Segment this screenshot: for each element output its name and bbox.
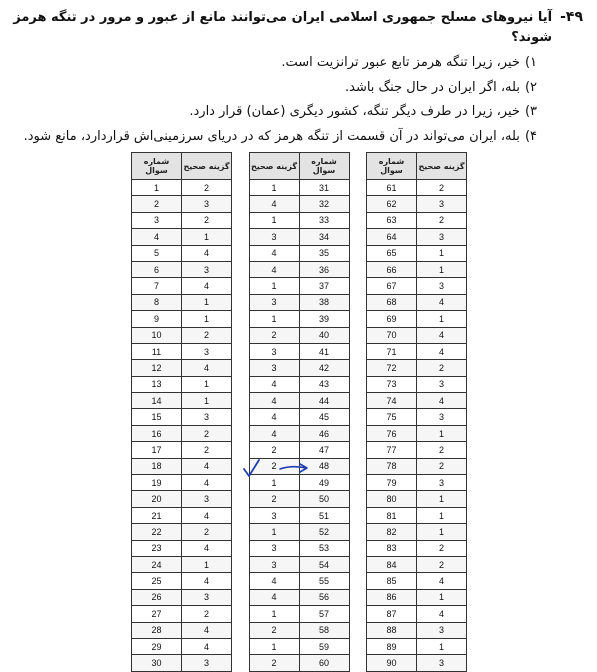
table-row bbox=[367, 245, 467, 261]
question-number-cell: 73 bbox=[367, 376, 417, 392]
table-row bbox=[249, 360, 349, 376]
option-1 bbox=[13, 51, 537, 76]
table-row bbox=[249, 196, 349, 212]
correct-option-cell: 3 bbox=[182, 196, 232, 212]
question-number-cell: 11 bbox=[132, 343, 182, 359]
handwritten-annotation bbox=[240, 455, 320, 485]
correct-option-cell: 1 bbox=[417, 261, 467, 277]
question-number: ۴۹- bbox=[560, 9, 583, 25]
correct-option-cell: 1 bbox=[249, 475, 299, 491]
table-row bbox=[132, 556, 232, 572]
correct-option-cell: 2 bbox=[182, 524, 232, 540]
correct-option-cell: 4 bbox=[249, 409, 299, 425]
correct-option-cell: 1 bbox=[249, 278, 299, 294]
question-number-cell: 90 bbox=[367, 655, 417, 671]
question-number-cell: 71 bbox=[367, 343, 417, 359]
question-number-cell: 41 bbox=[299, 343, 349, 359]
answer-key-table-3 bbox=[366, 152, 467, 672]
table-row bbox=[249, 376, 349, 392]
correct-option-cell: 2 bbox=[182, 180, 232, 196]
correct-option-cell: 2 bbox=[182, 442, 232, 458]
correct-option-cell: 4 bbox=[249, 425, 299, 441]
option-number: ۳) bbox=[524, 104, 537, 119]
correct-option-cell: 3 bbox=[417, 278, 467, 294]
question-number-cell: 49 bbox=[299, 475, 349, 491]
question-number-cell: 75 bbox=[367, 409, 417, 425]
option-text: بله، ایران می‌تواند در آن قسمت از تنگه هرمز که در دریای سرزمینی‌اش قراردارد، مانع شود. bbox=[23, 128, 520, 144]
correct-option-cell: 4 bbox=[182, 475, 232, 491]
correct-option-cell: 4 bbox=[417, 294, 467, 310]
question-number-cell: 83 bbox=[367, 540, 417, 556]
correct-option-cell: 4 bbox=[249, 376, 299, 392]
question-number-cell: 32 bbox=[299, 196, 349, 212]
table-row bbox=[367, 475, 467, 491]
correct-option-cell: 2 bbox=[249, 458, 299, 474]
table-row bbox=[367, 393, 467, 409]
correct-option-cell: 4 bbox=[417, 343, 467, 359]
question-number-cell: 38 bbox=[299, 294, 349, 310]
correct-option-cell: 4 bbox=[182, 278, 232, 294]
table-row bbox=[132, 507, 232, 523]
question-number-cell: 63 bbox=[367, 212, 417, 228]
table-row bbox=[367, 606, 467, 622]
correct-option-cell: 2 bbox=[249, 442, 299, 458]
question-number-cell: 46 bbox=[299, 425, 349, 441]
question-number-cell: 21 bbox=[132, 507, 182, 523]
question-number-cell: 40 bbox=[299, 327, 349, 343]
question-number-cell: 68 bbox=[367, 294, 417, 310]
question-number-cell: 17 bbox=[132, 442, 182, 458]
correct-option-cell: 4 bbox=[249, 261, 299, 277]
question-number-cell: 48 bbox=[299, 458, 349, 474]
table-row bbox=[367, 540, 467, 556]
header-question-number: شماره سوال bbox=[299, 153, 349, 180]
table-row bbox=[132, 376, 232, 392]
option-text: خیر، زیرا در طرف دیگر تنگه، کشور دیگری (عمان) قرار دارد. bbox=[189, 104, 520, 119]
correct-option-cell: 3 bbox=[249, 360, 299, 376]
question-number-cell: 78 bbox=[367, 458, 417, 474]
answer-key bbox=[131, 152, 467, 669]
correct-option-cell: 1 bbox=[417, 491, 467, 507]
correct-option-cell: 2 bbox=[182, 327, 232, 343]
table-row bbox=[367, 278, 467, 294]
table-row bbox=[132, 655, 232, 671]
table-row bbox=[132, 540, 232, 556]
table-row bbox=[367, 507, 467, 523]
correct-option-cell: 1 bbox=[249, 638, 299, 654]
table-row bbox=[367, 261, 467, 277]
correct-option-cell: 4 bbox=[182, 638, 232, 654]
table-row bbox=[132, 573, 232, 589]
correct-option-cell: 1 bbox=[417, 638, 467, 654]
correct-option-cell: 4 bbox=[182, 540, 232, 556]
table-row bbox=[132, 245, 232, 261]
table-row bbox=[249, 229, 349, 245]
table-row bbox=[249, 491, 349, 507]
correct-option-cell: 1 bbox=[249, 212, 299, 228]
question-number-cell: 22 bbox=[132, 524, 182, 540]
question-number-cell: 26 bbox=[132, 589, 182, 605]
correct-option-cell: 3 bbox=[249, 540, 299, 556]
table-row bbox=[367, 409, 467, 425]
correct-option-cell: 1 bbox=[182, 556, 232, 572]
correct-option-cell: 3 bbox=[249, 229, 299, 245]
table-row bbox=[367, 311, 467, 327]
table-row bbox=[132, 589, 232, 605]
option-4 bbox=[13, 125, 537, 150]
correct-option-cell: 3 bbox=[417, 655, 467, 671]
table-row bbox=[249, 393, 349, 409]
correct-option-cell: 3 bbox=[417, 622, 467, 638]
correct-option-cell: 4 bbox=[249, 245, 299, 261]
question-number-cell: 89 bbox=[367, 638, 417, 654]
table-row bbox=[249, 622, 349, 638]
table-row bbox=[249, 573, 349, 589]
table-row bbox=[249, 507, 349, 523]
question-number-cell: 42 bbox=[299, 360, 349, 376]
table-row bbox=[132, 442, 232, 458]
question-number-cell: 24 bbox=[132, 556, 182, 572]
question-number-cell: 28 bbox=[132, 622, 182, 638]
table-row bbox=[367, 343, 467, 359]
table-row bbox=[249, 245, 349, 261]
correct-option-cell: 1 bbox=[182, 311, 232, 327]
correct-option-cell: 3 bbox=[182, 343, 232, 359]
correct-option-cell: 3 bbox=[249, 556, 299, 572]
table-row bbox=[367, 229, 467, 245]
correct-option-cell: 4 bbox=[249, 589, 299, 605]
question-number-cell: 88 bbox=[367, 622, 417, 638]
question-number-cell: 51 bbox=[299, 507, 349, 523]
question-number-cell: 74 bbox=[367, 393, 417, 409]
table-row bbox=[367, 573, 467, 589]
correct-option-cell: 4 bbox=[182, 573, 232, 589]
question-number-cell: 14 bbox=[132, 393, 182, 409]
correct-option-cell: 1 bbox=[182, 376, 232, 392]
question-number-cell: 59 bbox=[299, 638, 349, 654]
question-number-cell: 43 bbox=[299, 376, 349, 392]
table-row bbox=[132, 622, 232, 638]
table-row bbox=[132, 360, 232, 376]
table-row bbox=[367, 622, 467, 638]
answer-key-table-1 bbox=[131, 152, 232, 672]
correct-option-cell: 2 bbox=[249, 655, 299, 671]
question-number-cell: 18 bbox=[132, 458, 182, 474]
question-number-cell: 82 bbox=[367, 524, 417, 540]
table-row bbox=[132, 311, 232, 327]
question-number-cell: 25 bbox=[132, 573, 182, 589]
table-row bbox=[249, 524, 349, 540]
correct-option-cell: 2 bbox=[417, 458, 467, 474]
table-row bbox=[249, 540, 349, 556]
question-number-cell: 31 bbox=[299, 180, 349, 196]
question-49 bbox=[13, 8, 583, 149]
correct-option-cell: 4 bbox=[417, 606, 467, 622]
correct-option-cell: 1 bbox=[249, 180, 299, 196]
question-number-cell: 80 bbox=[367, 491, 417, 507]
question-number-cell: 50 bbox=[299, 491, 349, 507]
question-number-cell: 87 bbox=[367, 606, 417, 622]
question-number-cell: 35 bbox=[299, 245, 349, 261]
question-number-cell: 3 bbox=[132, 212, 182, 228]
correct-option-cell: 3 bbox=[417, 376, 467, 392]
question-number-cell: 8 bbox=[132, 294, 182, 310]
table-row bbox=[367, 655, 467, 671]
question-number-cell: 81 bbox=[367, 507, 417, 523]
question-number-cell: 6 bbox=[132, 261, 182, 277]
table-row bbox=[249, 638, 349, 654]
option-number: ۴) bbox=[524, 128, 537, 144]
table-row bbox=[132, 425, 232, 441]
option-number: ۲) bbox=[524, 79, 537, 95]
correct-option-cell: 1 bbox=[417, 245, 467, 261]
question-number-cell: 39 bbox=[299, 311, 349, 327]
table-row bbox=[367, 327, 467, 343]
correct-option-cell: 3 bbox=[182, 655, 232, 671]
question-number-cell: 56 bbox=[299, 589, 349, 605]
question-number-cell: 76 bbox=[367, 425, 417, 441]
checkmark-icon bbox=[244, 460, 259, 476]
table-row bbox=[132, 393, 232, 409]
correct-option-cell: 1 bbox=[182, 229, 232, 245]
question-number-cell: 57 bbox=[299, 606, 349, 622]
question-number-cell: 1 bbox=[132, 180, 182, 196]
question-number-cell: 79 bbox=[367, 475, 417, 491]
table-row bbox=[132, 409, 232, 425]
correct-option-cell: 4 bbox=[182, 360, 232, 376]
question-number-cell: 16 bbox=[132, 425, 182, 441]
correct-option-cell: 1 bbox=[417, 425, 467, 441]
question-number-cell: 53 bbox=[299, 540, 349, 556]
table-row bbox=[132, 491, 232, 507]
question-number-cell: 15 bbox=[132, 409, 182, 425]
table-row bbox=[249, 327, 349, 343]
question-number-cell: 86 bbox=[367, 589, 417, 605]
correct-option-cell: 1 bbox=[249, 311, 299, 327]
correct-option-cell: 2 bbox=[249, 491, 299, 507]
correct-option-cell: 3 bbox=[249, 294, 299, 310]
question-number-cell: 36 bbox=[299, 261, 349, 277]
table-row bbox=[367, 425, 467, 441]
question-number-cell: 20 bbox=[132, 491, 182, 507]
question-number-cell: 84 bbox=[367, 556, 417, 572]
table-row bbox=[249, 425, 349, 441]
table-row bbox=[249, 278, 349, 294]
table-row bbox=[132, 261, 232, 277]
question-number-cell: 60 bbox=[299, 655, 349, 671]
header-correct-option: گزینه صحیح bbox=[417, 153, 467, 180]
correct-option-cell: 2 bbox=[417, 556, 467, 572]
correct-option-cell: 2 bbox=[417, 212, 467, 228]
question-number-cell: 5 bbox=[132, 245, 182, 261]
option-2 bbox=[13, 76, 537, 101]
correct-option-cell: 3 bbox=[249, 343, 299, 359]
question-number-cell: 45 bbox=[299, 409, 349, 425]
table-row bbox=[132, 196, 232, 212]
table-row bbox=[249, 180, 349, 196]
table-row bbox=[367, 638, 467, 654]
correct-option-cell: 4 bbox=[417, 393, 467, 409]
table-row bbox=[367, 376, 467, 392]
table-row bbox=[132, 638, 232, 654]
correct-option-cell: 3 bbox=[417, 409, 467, 425]
question-number-cell: 47 bbox=[299, 442, 349, 458]
correct-option-cell: 4 bbox=[182, 245, 232, 261]
table-row bbox=[367, 360, 467, 376]
header-question-number: شماره سوال bbox=[367, 153, 417, 180]
option-text: بله، اگر ایران در حال جنگ باشد. bbox=[344, 79, 520, 95]
question-number-cell: 4 bbox=[132, 229, 182, 245]
correct-option-cell: 1 bbox=[182, 393, 232, 409]
question-number-cell: 67 bbox=[367, 278, 417, 294]
option-text: خیر، زیرا تنگه هرمز تابع عبور ترانزیت است. bbox=[281, 55, 520, 70]
correct-option-cell: 1 bbox=[249, 524, 299, 540]
question-number-cell: 7 bbox=[132, 278, 182, 294]
question-number-cell: 72 bbox=[367, 360, 417, 376]
correct-option-cell: 4 bbox=[249, 393, 299, 409]
arrow-right-icon bbox=[280, 464, 307, 472]
options-list bbox=[13, 51, 583, 149]
header-correct-option: گزینه صحیح bbox=[182, 153, 232, 180]
table-row bbox=[249, 409, 349, 425]
question-number-cell: 10 bbox=[132, 327, 182, 343]
question-number-cell: 2 bbox=[132, 196, 182, 212]
question-number-cell: 62 bbox=[367, 196, 417, 212]
correct-option-cell: 3 bbox=[249, 507, 299, 523]
correct-option-cell: 1 bbox=[417, 589, 467, 605]
correct-option-cell: 2 bbox=[182, 212, 232, 228]
correct-option-cell: 3 bbox=[182, 589, 232, 605]
correct-option-cell: 2 bbox=[417, 360, 467, 376]
question-number-cell: 55 bbox=[299, 573, 349, 589]
correct-option-cell: 4 bbox=[182, 458, 232, 474]
table-row bbox=[132, 458, 232, 474]
question-number-cell: 12 bbox=[132, 360, 182, 376]
table-row bbox=[132, 180, 232, 196]
correct-option-cell: 2 bbox=[182, 425, 232, 441]
question-number-cell: 33 bbox=[299, 212, 349, 228]
table-row bbox=[249, 212, 349, 228]
question-title: آیا نیروهای مسلح جمهوری اسلامی ایران می‌توانند مانع از عبور و مرور در تنگه هرمز شوند؟ bbox=[13, 10, 553, 45]
question-number-cell: 37 bbox=[299, 278, 349, 294]
question-header bbox=[13, 8, 583, 48]
table-row bbox=[249, 589, 349, 605]
table-row bbox=[132, 606, 232, 622]
correct-option-cell: 1 bbox=[249, 606, 299, 622]
correct-option-cell: 4 bbox=[417, 327, 467, 343]
table-row bbox=[249, 556, 349, 572]
correct-option-cell: 3 bbox=[417, 475, 467, 491]
table-row bbox=[249, 261, 349, 277]
table-row bbox=[249, 311, 349, 327]
option-3 bbox=[13, 100, 537, 125]
correct-option-cell: 3 bbox=[417, 196, 467, 212]
correct-option-cell: 3 bbox=[182, 261, 232, 277]
table-row bbox=[249, 655, 349, 671]
correct-option-cell: 2 bbox=[417, 442, 467, 458]
question-number-cell: 44 bbox=[299, 393, 349, 409]
question-number-cell: 27 bbox=[132, 606, 182, 622]
table-row bbox=[132, 294, 232, 310]
question-number-cell: 66 bbox=[367, 261, 417, 277]
table-row bbox=[367, 556, 467, 572]
question-number-cell: 70 bbox=[367, 327, 417, 343]
table-row bbox=[367, 524, 467, 540]
correct-option-cell: 2 bbox=[182, 606, 232, 622]
table-row bbox=[132, 212, 232, 228]
question-number-cell: 29 bbox=[132, 638, 182, 654]
table-row bbox=[367, 442, 467, 458]
question-number-cell: 13 bbox=[132, 376, 182, 392]
header-correct-option: گزینه صحیح bbox=[249, 153, 299, 180]
correct-option-cell: 1 bbox=[417, 507, 467, 523]
correct-option-cell: 4 bbox=[182, 622, 232, 638]
table-row bbox=[132, 343, 232, 359]
question-number-cell: 58 bbox=[299, 622, 349, 638]
question-number-cell: 34 bbox=[299, 229, 349, 245]
correct-option-cell: 4 bbox=[417, 573, 467, 589]
answer-key-table-2 bbox=[249, 152, 350, 672]
table-row bbox=[249, 606, 349, 622]
correct-option-cell: 3 bbox=[417, 229, 467, 245]
question-number-cell: 77 bbox=[367, 442, 417, 458]
correct-option-cell: 4 bbox=[182, 507, 232, 523]
table-row bbox=[132, 278, 232, 294]
header-question-number: شماره سوال bbox=[132, 153, 182, 180]
table-row bbox=[249, 294, 349, 310]
table-row bbox=[132, 475, 232, 491]
correct-option-cell: 4 bbox=[249, 196, 299, 212]
question-number-cell: 9 bbox=[132, 311, 182, 327]
question-number-cell: 85 bbox=[367, 573, 417, 589]
question-number-cell: 64 bbox=[367, 229, 417, 245]
question-number-cell: 54 bbox=[299, 556, 349, 572]
table-row bbox=[132, 524, 232, 540]
table-row bbox=[132, 327, 232, 343]
table-row bbox=[132, 229, 232, 245]
correct-option-cell: 3 bbox=[182, 491, 232, 507]
table-row bbox=[367, 458, 467, 474]
correct-option-cell: 1 bbox=[182, 294, 232, 310]
question-number-cell: 69 bbox=[367, 311, 417, 327]
correct-option-cell: 1 bbox=[417, 311, 467, 327]
correct-option-cell: 2 bbox=[417, 180, 467, 196]
question-number-cell: 65 bbox=[367, 245, 417, 261]
question-number-cell: 30 bbox=[132, 655, 182, 671]
table-row bbox=[367, 180, 467, 196]
correct-option-cell: 3 bbox=[182, 409, 232, 425]
correct-option-cell: 2 bbox=[249, 622, 299, 638]
option-number: ۱) bbox=[524, 55, 537, 70]
correct-option-cell: 2 bbox=[249, 327, 299, 343]
table-row bbox=[367, 212, 467, 228]
correct-option-cell: 4 bbox=[249, 573, 299, 589]
table-row bbox=[249, 343, 349, 359]
question-number-cell: 52 bbox=[299, 524, 349, 540]
question-number-cell: 23 bbox=[132, 540, 182, 556]
correct-option-cell: 2 bbox=[417, 540, 467, 556]
correct-option-cell: 1 bbox=[417, 524, 467, 540]
question-number-cell: 61 bbox=[367, 180, 417, 196]
table-row bbox=[367, 294, 467, 310]
table-row bbox=[367, 196, 467, 212]
question-number-cell: 19 bbox=[132, 475, 182, 491]
table-row bbox=[367, 491, 467, 507]
table-row bbox=[367, 589, 467, 605]
